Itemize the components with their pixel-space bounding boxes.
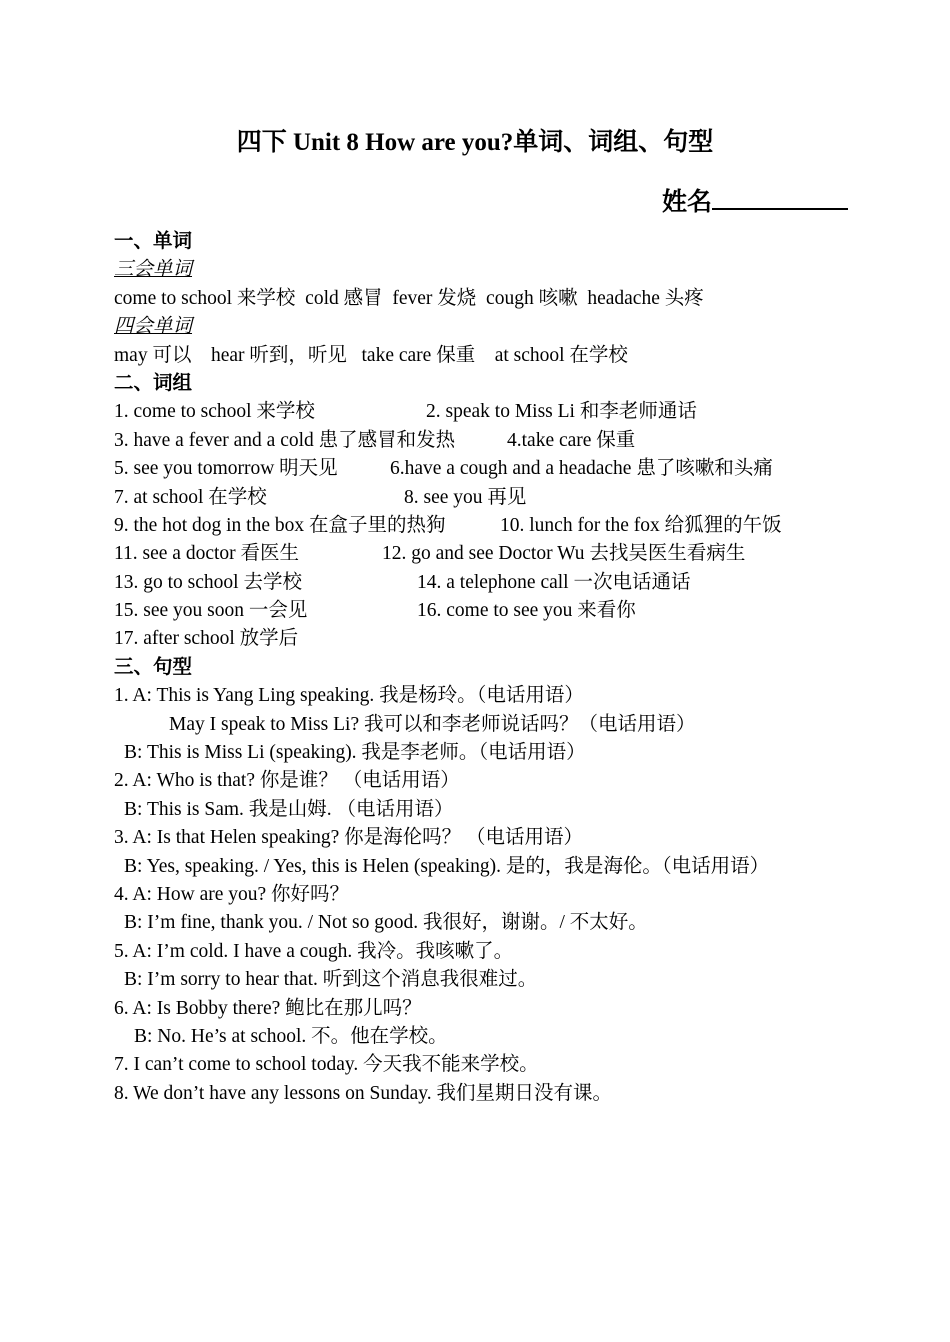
phrase-row bbox=[114, 427, 914, 455]
phrase-item: 9. the hot dog in the box 在盒子里的热狗 bbox=[114, 514, 446, 536]
phrase-item: 14. a telephone call 一次电话通话 bbox=[417, 571, 691, 593]
sentence-line: B: This is Sam. 我是山姆. （电话用语） bbox=[124, 798, 454, 820]
sentence-line: 2. A: Who is that? 你是谁？ （电话用语） bbox=[114, 770, 460, 792]
sentence-line: 1. A: This is Yang Ling speaking. 我是杨玲。（电话用语） bbox=[114, 685, 584, 707]
phrase-item: 10. lunch for the fox 给狐狸的午饭 bbox=[500, 514, 782, 536]
phrase-row bbox=[114, 484, 914, 512]
phrase-item: 1. come to school 来学校 bbox=[114, 401, 315, 423]
phrase-item: 3. have a fever and a cold 患了感冒和发热 bbox=[114, 429, 456, 451]
sentence-line: B: I’m sorry to hear that. 听到这个消息我很难过。 bbox=[124, 969, 538, 991]
sentence-line: 3. A: Is that Helen speaking? 你是海伦吗？ （电话用语） bbox=[114, 827, 584, 849]
phrase-row bbox=[114, 398, 914, 426]
word-list-1: come to school 来学校 cold 感冒 fever 发烧 cough 咳嗽 headache 头疼 bbox=[114, 287, 704, 309]
word-list-2: may 可以 hear 听到，听见 take care 保重 at school 在学校 bbox=[114, 344, 628, 366]
subheading-three-skill-words: 三会单词 bbox=[114, 259, 193, 281]
sentence-line: B: No. He’s at school. 不。他在学校。 bbox=[134, 1025, 448, 1047]
section-phrases-heading: 二、词组 bbox=[114, 372, 193, 394]
subheading-four-skill-words: 四会单词 bbox=[114, 316, 193, 338]
section-words-heading: 一、单词 bbox=[114, 231, 193, 252]
page-title: 四下 Unit 8 How are you?单词、词组、句型 bbox=[236, 129, 714, 156]
phrase-row bbox=[114, 512, 914, 540]
phrase-item: 7. at school 在学校 bbox=[114, 486, 267, 508]
phrase-row bbox=[114, 569, 914, 597]
phrase-item: 5. see you tomorrow 明天见 bbox=[114, 458, 338, 480]
sentence-line: 5. A: I’m cold. I have a cough. 我冷。我咳嗽了。 bbox=[114, 940, 514, 962]
phrase-row bbox=[114, 625, 914, 653]
phrase-row bbox=[114, 455, 914, 483]
phrase-row bbox=[114, 540, 914, 568]
phrase-item: 13. go to school 去学校 bbox=[114, 571, 302, 593]
phrase-item: 8. see you 再见 bbox=[404, 486, 527, 508]
name-field bbox=[662, 182, 848, 221]
phrase-item: 12. go and see Doctor Wu 去找吴医生看病生 bbox=[382, 543, 746, 565]
sentence-line: 7. I can’t come to school today. 今天我不能来学校。 bbox=[114, 1054, 539, 1076]
name-label: 姓名 bbox=[662, 189, 713, 216]
phrase-row bbox=[114, 597, 914, 625]
document-body bbox=[114, 228, 914, 1108]
phrase-item: 6.have a cough and a headache 患了咳嗽和头痛 bbox=[390, 458, 773, 480]
section-sentences-heading: 三、句型 bbox=[114, 656, 193, 678]
phrase-item: 16. come to see you 来看你 bbox=[417, 600, 636, 622]
phrase-item: 4.take care 保重 bbox=[507, 429, 636, 451]
sentence-line: May I speak to Miss Li? 我可以和李老师说话吗？（电话用语） bbox=[169, 713, 696, 735]
sentence-line: B: This is Miss Li (speaking). 我是李老师。（电话用语） bbox=[124, 742, 586, 764]
sentence-line: 6. A: Is Bobby there? 鲍比在那儿吗？ bbox=[114, 997, 422, 1019]
sentence-line: 4. A: How are you? 你好吗？ bbox=[114, 883, 350, 905]
phrase-item: 2. speak to Miss Li 和李老师通话 bbox=[426, 401, 697, 423]
sentence-line: B: I’m fine, thank you. / Not so good. 我很好，谢谢。/ 不太好。 bbox=[124, 912, 648, 934]
sentence-line: B: Yes, speaking. / Yes, this is Helen (speaking). 是的，我是海伦。（电话用语） bbox=[124, 855, 770, 877]
sentence-line: 8. We don’t have any lessons on Sunday. 我们星期日没有课。 bbox=[114, 1082, 612, 1104]
phrase-item: 11. see a doctor 看医生 bbox=[114, 543, 300, 565]
phrase-item: 17. after school 放学后 bbox=[114, 628, 299, 650]
name-blank bbox=[712, 182, 848, 210]
phrase-item: 15. see you soon 一会见 bbox=[114, 600, 308, 622]
